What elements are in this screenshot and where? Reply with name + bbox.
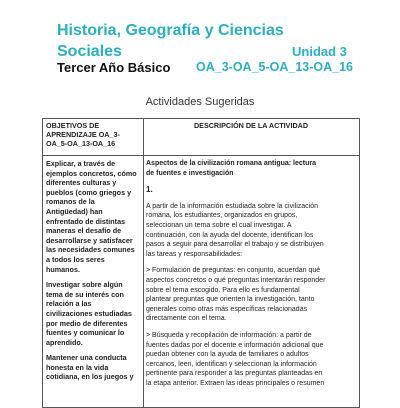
- activity-title: Aspectos de la civilización romana antigua: lectura de fuentes e investigación: [146, 160, 316, 177]
- activity-paragraph: > Búsqueda y recopilación de información: a partir de fuentes dadas por el docente e información adicional que puedan obtener con la ayuda de familiares o adultos cercanos, leen, identifican y seleccionan la información pertinente para responder a las preguntas planteadas en la etapa anterior. Extraen las ideas principales o resumen: [146, 331, 325, 387]
- activity-paragraph: > Formulación de preguntas: en conjunto, acuerdan qué aspectos concretos o qué preguntas intentarán responder sobre el tema escogido. Para ello es fundamental plantear preguntas que orienten la investigación, tanto generales como otras más específicas relacionadas directamente con el tema.: [146, 267, 326, 323]
- objective-codes: OA_3-OA_5-OA_13-OA_16: [196, 60, 354, 74]
- document-header: [0, 0, 400, 80]
- unit-label: Unidad 3: [292, 44, 347, 59]
- objectives-cell: [43, 155, 143, 392]
- description-cell: [143, 155, 359, 399]
- objectives-header-text: OBJETIVOS DE APRENDIZAJE OA_3- OA_5-OA_13-OA_16: [46, 121, 120, 148]
- description-header-text: DESCRIPCIÓN DE LA ACTIVIDAD: [193, 121, 309, 130]
- grade-label: Tercer Año Básico: [57, 60, 171, 75]
- objective-text: Explicar, a través de ejemplos concretos, cómo diferentes culturas y pueblos (como griegos y romanos de la Antigüedad) han enfrentado de distintas maneras el desafío de desarrollarse y satisfacer las necesidades comunes a todos los seres humanos.: [46, 159, 137, 274]
- objective-text: Mantener una conducta honesta en la vida cotidiana, en los juegos y: [46, 353, 134, 382]
- activities-table: [42, 118, 360, 408]
- activity-number: 1.: [146, 185, 153, 195]
- section-title: Actividades Sugeridas: [145, 96, 255, 108]
- subject-title-line1: Historia, Geografía y Ciencias: [57, 22, 284, 39]
- subject-title-line2: Sociales: [57, 43, 122, 60]
- activity-paragraph: A partir de la información estudiada sobre la civilización romana, los estudiantes, organizados en grupos, seleccionan un tema sobre el cual investigar. A continuación, con la ayuda del docente, identifican los pasos a seguir para desarrollar el trabajo y se distribuyen las tareas y responsabilidades:: [146, 202, 324, 258]
- objectives-column-header: [43, 119, 143, 155]
- description-column-header: [143, 119, 359, 155]
- objective-text: Investigar sobre algún tema de su interés con relación a las civilizaciones estudiadas por medio de diferentes fuentes y comunicar lo aprendido.: [46, 280, 132, 347]
